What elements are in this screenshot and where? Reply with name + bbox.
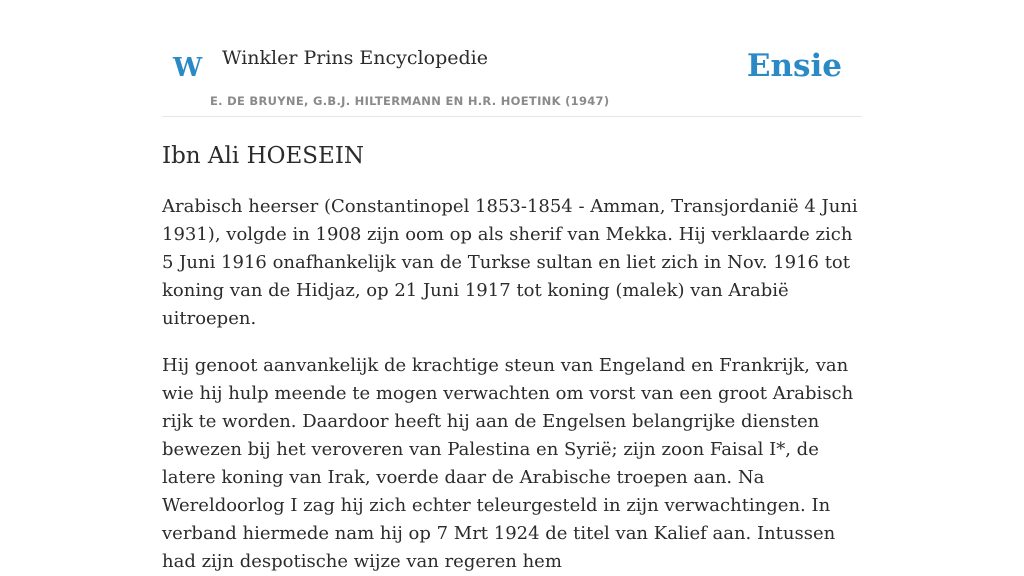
article-paragraph-2: Hij genoot aanvankelijk de krachtige steun van Engeland en Frankrijk, van wie hij hulp meende te mogen verwachten om vorst van een groot Arabisch rijk te worden. Daardoor heeft hij aan de Engelsen belangrijke diensten bewezen bij het veroveren van Palestina en Syrië; zijn zoon Faisal I*, de latere koning van Irak, voerde daar de Arabische troepen aan. Na Wereldoorlog I zag hij zich echter teleurgesteld in zijn verwachtingen. In verband hiermede nam hij op 7 Mrt 1924 de titel van Kalief aan. Intussen had zijn despotische wijze van regeren hem bbox=[162, 354, 854, 572]
article-title: Ibn Ali HOESEIN bbox=[162, 143, 365, 169]
site-title[interactable]: Winkler Prins Encyclopedie bbox=[222, 47, 488, 69]
content-container bbox=[162, 0, 862, 576]
authors-subtitle: E. DE BRUYNE, G.B.J. HILTERMANN EN H.R. HOETINK (1947) bbox=[210, 94, 610, 108]
winkler-prins-logo[interactable]: W bbox=[173, 53, 203, 83]
article-paragraph-1: Arabisch heerser (Constantinopel 1853-1854 - Amman, Transjordanië 4 Juni 1931), volgde in 1908 zijn oom op als sherif van Mekka. Hij verklaarde zich 5 Juni 1916 onafhankelijk van de Turkse sultan en liet zich in Nov. 1916 tot koning van de Hidjaz, op 21 Juni 1917 tot koning (malek) van Arabië uitroepen. bbox=[162, 195, 858, 329]
ensie-logo-link[interactable]: Ensie bbox=[746, 48, 842, 84]
article bbox=[162, 143, 862, 576]
site-header bbox=[162, 0, 862, 117]
